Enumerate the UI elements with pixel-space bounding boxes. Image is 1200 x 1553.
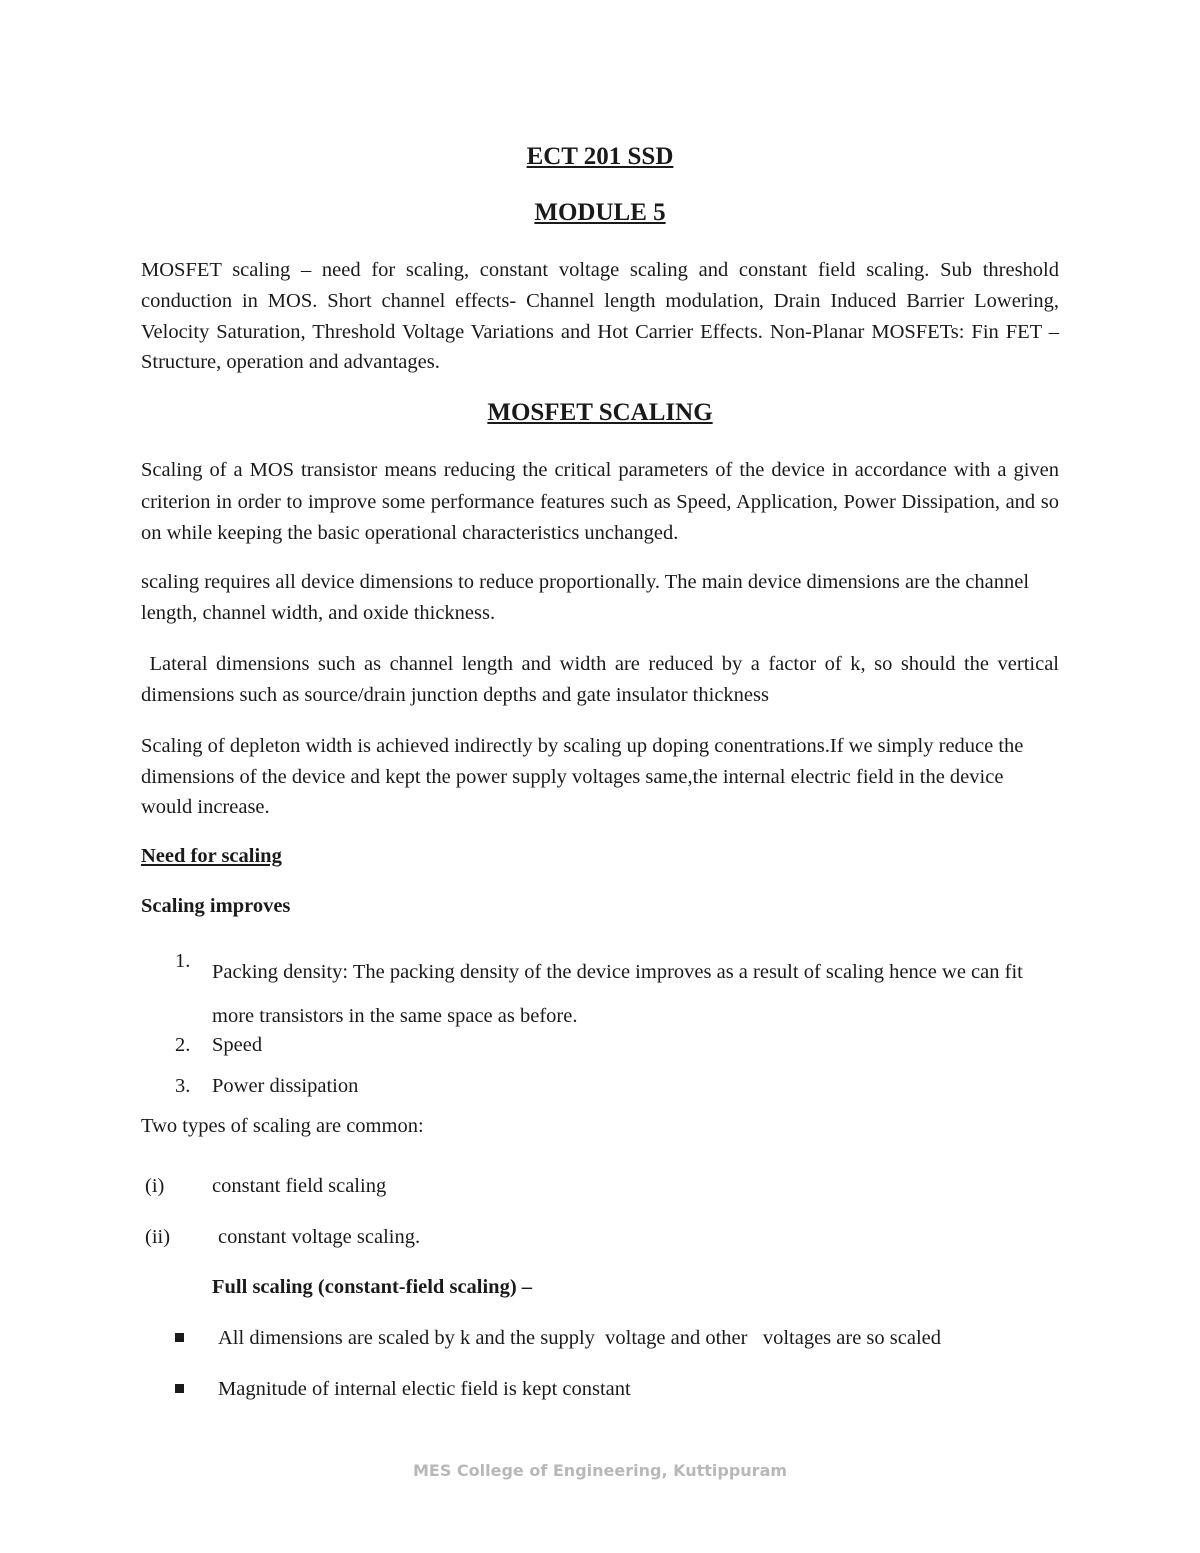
full-scaling-heading: Full scaling (constant-field scaling) –: [212, 1276, 533, 1298]
paragraph-definition: Scaling of a MOS transistor means reducing the critical parameters of the device in accordance with a given criterion in order to improve some performance features such as Speed, Application, Power Dissipation, and so on while keeping the basic operational characteristics unchanged.: [141, 459, 1059, 544]
bullet-item: Magnitude of internal electic field is kept constant: [218, 1378, 631, 1400]
syllabus-paragraph: MOSFET scaling – need for scaling, constant voltage scaling and constant field scaling. Sub threshold conduction in MOS. Short channel effects- Channel length modulation, Drain Induced Barrier Lowering, Velocity Saturation, Threshold Voltage Variations and Hot Carrier Effects. Non-Planar MOSFETs: Fin FET –Structure, operation and advantages.: [141, 259, 1059, 374]
scaling-improves-heading: Scaling improves: [141, 895, 291, 917]
scaling-type-item: constant field scaling: [212, 1175, 387, 1197]
module-title: MODULE 5: [534, 199, 666, 226]
list-item: Speed: [212, 1034, 263, 1056]
section-title: MOSFET SCALING: [487, 399, 713, 426]
list-number: 2.: [175, 1034, 191, 1056]
roman-numeral: (i): [145, 1175, 165, 1197]
paragraph-depletion: Scaling of depleton width is achieved indirectly by scaling up doping conentrations.If we simply reduce the dimensions of the device and kept the power supply voltages same,the internal electric field in the device would increase.: [141, 735, 1024, 818]
course-title: ECT 201 SSD: [526, 143, 674, 170]
square-bullet-icon: [175, 1384, 184, 1393]
page-footer: MES College of Engineering, Kuttippuram: [412, 1461, 788, 1480]
scaling-type-item: constant voltage scaling.: [218, 1226, 421, 1248]
square-bullet-icon: [175, 1333, 184, 1342]
list-item: Packing density: The packing density of the device improves as a result of scaling hence we can fit more transistors in the same space as before.: [212, 961, 1023, 1027]
paragraph-dimensions: scaling requires all device dimensions to reduce proportionally. The main device dimensions are the channel length, channel width, and oxide thickness.: [141, 571, 1030, 624]
need-for-scaling-heading: Need for scaling: [141, 845, 282, 867]
roman-numeral: (ii): [145, 1226, 171, 1248]
bullet-item: All dimensions are scaled by k and the supply voltage and other voltages are so scaled: [218, 1327, 941, 1349]
scaling-types-intro: Two types of scaling are common:: [141, 1115, 424, 1137]
list-number: 3.: [175, 1075, 191, 1097]
list-number: 1.: [175, 950, 191, 972]
paragraph-lateral: Lateral dimensions such as channel length and width are reduced by a factor of k, so should the vertical dimensions such as source/drain junction depths and gate insulator thickness: [141, 653, 1065, 706]
list-item: Power dissipation: [212, 1075, 359, 1097]
